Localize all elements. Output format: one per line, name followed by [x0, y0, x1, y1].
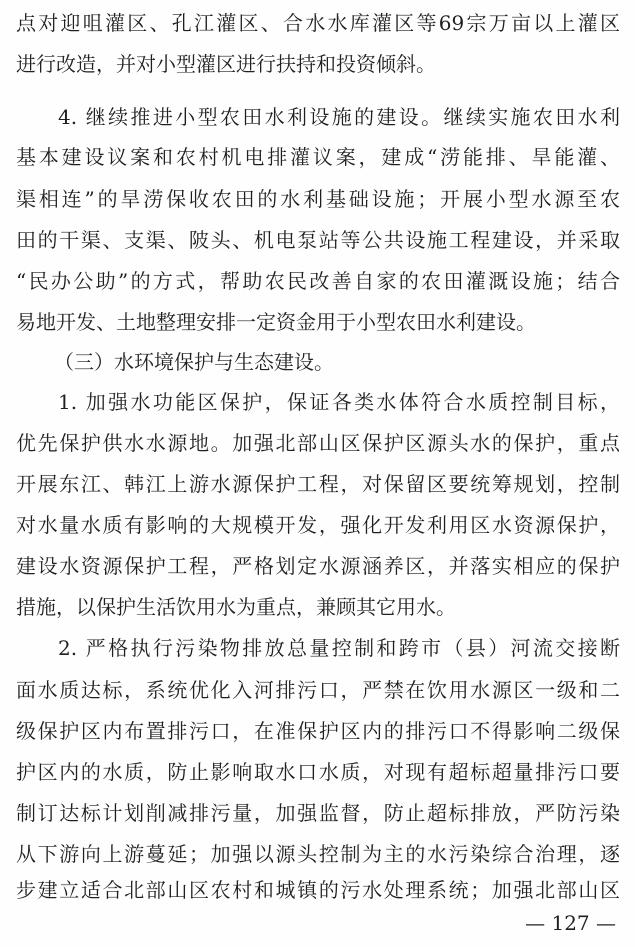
text-line: 步建立适合北部山区农村和城镇的污水处理系统；加强北部山区	[16, 878, 620, 902]
text-line: 对水量水质有影响的大规模开发，强化开发利用区水资源保护，	[16, 513, 620, 537]
text-line: 4. 继续推进小型农田水利设施的建设。继续实施农田水利	[58, 105, 620, 129]
text-line: 开展东江、韩江上游水源保护工程，对保留区要统筹规划，控制	[16, 472, 620, 496]
text-line: 护区内的水质，防止影响取水口水质，对现有超标超量排污口要	[16, 760, 620, 784]
text-line: 进行改造，并对小型灌区进行扶持和投资倾斜。	[16, 52, 436, 76]
text-line: 2. 严格执行污染物排放总量控制和跨市（县）河流交接断	[58, 636, 620, 660]
text-line: 基本建设议案和农村机电排灌议案，建成“涝能排、旱能灌、	[16, 145, 620, 169]
section-heading: （三）水环境保护与生态建设。	[54, 350, 334, 374]
text-line: 渠相连”的旱涝保收农田的水利基础设施；开展小型水源至农	[16, 187, 620, 211]
text-line: 建设水资源保护工程，严格划定水源涵养区，并落实相应的保护	[16, 554, 620, 578]
text-line: 易地开发、土地整理安排一定资金用于小型农田水利建设。	[16, 310, 536, 334]
text-line: 面水质达标，系统优化入河排污口，严禁在饮用水源区一级和二	[16, 678, 620, 702]
text-line: 措施，以保护生活饮用水为重点，兼顾其它用水。	[16, 595, 456, 619]
page-number: — 127 —	[525, 911, 616, 935]
text-line: 级保护区内布置排污口，在准保护区内的排污口不得影响二级保	[16, 719, 620, 743]
text-line: 1. 加强水功能区保护，保证各类水体符合水质控制目标，	[58, 390, 620, 414]
text-line: “民办公助”的方式，帮助农民改善自家的农田灌溉设施；结合	[16, 269, 620, 293]
text-line: 制订达标计划削减排污量，加强监督，防止超标排放，严防污染	[16, 801, 620, 825]
text-line: 田的干渠、支渠、陂头、机电泵站等公共设施工程建设，并采取	[16, 228, 620, 252]
text-line: 点对迎咀灌区、孔江灌区、合水水库灌区等69宗万亩以上灌区	[16, 11, 620, 35]
text-line: 从下游向上游蔓延；加强以源头控制为主的水污染综合治理，逐	[16, 842, 620, 866]
text-line: 优先保护供水水源地。加强北部山区保护区源头水的保护，重点	[16, 431, 620, 455]
